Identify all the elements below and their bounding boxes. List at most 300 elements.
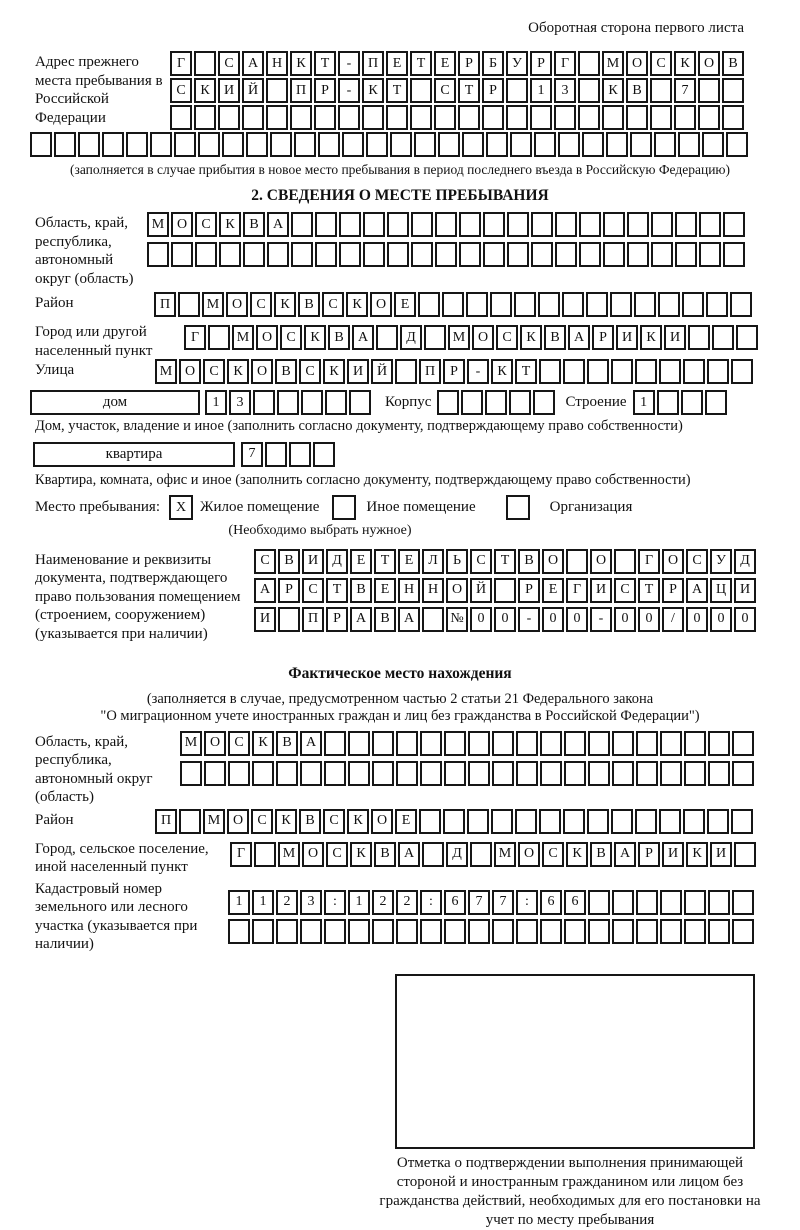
- char-box[interactable]: С: [299, 359, 321, 384]
- char-box[interactable]: К: [290, 51, 312, 76]
- char-box[interactable]: [482, 105, 504, 130]
- char-box[interactable]: П: [154, 292, 176, 317]
- char-box[interactable]: Д: [326, 549, 348, 574]
- char-box[interactable]: [411, 212, 433, 237]
- char-box[interactable]: [681, 390, 703, 415]
- char-box[interactable]: [314, 105, 336, 130]
- char-box[interactable]: [390, 132, 412, 157]
- char-box[interactable]: [324, 761, 346, 786]
- char-box[interactable]: [531, 242, 553, 267]
- char-box[interactable]: [363, 242, 385, 267]
- char-box[interactable]: [698, 78, 720, 103]
- char-box[interactable]: [678, 132, 700, 157]
- char-box[interactable]: [324, 919, 346, 944]
- char-box[interactable]: Р: [458, 51, 480, 76]
- char-box[interactable]: [657, 390, 679, 415]
- char-box[interactable]: [424, 325, 446, 350]
- char-box[interactable]: [422, 842, 444, 867]
- char-box[interactable]: К: [219, 212, 241, 237]
- char-box[interactable]: [587, 809, 609, 834]
- char-box[interactable]: [564, 761, 586, 786]
- char-box[interactable]: [658, 292, 680, 317]
- char-box[interactable]: И: [347, 359, 369, 384]
- char-box[interactable]: [540, 919, 562, 944]
- char-box[interactable]: [688, 325, 710, 350]
- char-box[interactable]: [422, 607, 444, 632]
- char-box[interactable]: :: [324, 890, 346, 915]
- char-box[interactable]: [626, 105, 648, 130]
- char-box[interactable]: [348, 731, 370, 756]
- char-box[interactable]: [483, 212, 505, 237]
- char-box[interactable]: Л: [422, 549, 444, 574]
- char-box[interactable]: [734, 842, 756, 867]
- char-box[interactable]: -: [590, 607, 612, 632]
- char-box[interactable]: О: [251, 359, 273, 384]
- char-box[interactable]: [682, 292, 704, 317]
- char-box[interactable]: [459, 212, 481, 237]
- char-box[interactable]: 0: [566, 607, 588, 632]
- char-box[interactable]: [372, 731, 394, 756]
- char-box[interactable]: [699, 212, 721, 237]
- char-box[interactable]: [582, 132, 604, 157]
- char-box[interactable]: [363, 212, 385, 237]
- char-box[interactable]: [533, 390, 555, 415]
- char-box[interactable]: :: [420, 890, 442, 915]
- char-box[interactable]: С: [614, 578, 636, 603]
- char-box[interactable]: Е: [386, 51, 408, 76]
- char-box[interactable]: [675, 242, 697, 267]
- char-box[interactable]: О: [256, 325, 278, 350]
- char-box[interactable]: [736, 325, 758, 350]
- char-box[interactable]: [396, 919, 418, 944]
- char-box[interactable]: [530, 105, 552, 130]
- char-box[interactable]: [516, 731, 538, 756]
- char-box[interactable]: [612, 731, 634, 756]
- char-box[interactable]: А: [300, 731, 322, 756]
- char-box[interactable]: [732, 890, 754, 915]
- char-box[interactable]: [515, 809, 537, 834]
- char-box[interactable]: С: [218, 51, 240, 76]
- char-box[interactable]: Н: [398, 578, 420, 603]
- char-box[interactable]: 1: [530, 78, 552, 103]
- char-box[interactable]: [588, 919, 610, 944]
- char-box[interactable]: В: [544, 325, 566, 350]
- char-box[interactable]: В: [374, 842, 396, 867]
- char-box[interactable]: [612, 761, 634, 786]
- char-box[interactable]: А: [398, 607, 420, 632]
- char-box[interactable]: Т: [515, 359, 537, 384]
- char-box[interactable]: 0: [638, 607, 660, 632]
- char-box[interactable]: [444, 919, 466, 944]
- char-box[interactable]: [418, 292, 440, 317]
- char-box[interactable]: [579, 242, 601, 267]
- char-box[interactable]: А: [242, 51, 264, 76]
- char-box[interactable]: [635, 359, 657, 384]
- char-box[interactable]: И: [734, 578, 756, 603]
- char-box[interactable]: С: [470, 549, 492, 574]
- char-box[interactable]: [702, 132, 724, 157]
- char-box[interactable]: [277, 390, 299, 415]
- char-box[interactable]: Р: [518, 578, 540, 603]
- char-box[interactable]: Р: [326, 607, 348, 632]
- char-box[interactable]: [348, 919, 370, 944]
- char-box[interactable]: В: [328, 325, 350, 350]
- char-box[interactable]: [339, 212, 361, 237]
- char-box[interactable]: -: [338, 51, 360, 76]
- char-box[interactable]: [636, 919, 658, 944]
- char-box[interactable]: [602, 105, 624, 130]
- char-box[interactable]: [540, 731, 562, 756]
- char-box[interactable]: О: [518, 842, 540, 867]
- char-box[interactable]: [411, 242, 433, 267]
- char-box[interactable]: Д: [400, 325, 422, 350]
- char-box[interactable]: [410, 105, 432, 130]
- char-box[interactable]: [712, 325, 734, 350]
- char-box[interactable]: М: [147, 212, 169, 237]
- char-box[interactable]: [651, 242, 673, 267]
- char-box[interactable]: С: [251, 809, 273, 834]
- char-box[interactable]: В: [722, 51, 744, 76]
- char-box[interactable]: -: [518, 607, 540, 632]
- char-box[interactable]: [699, 242, 721, 267]
- checkbox-inoe[interactable]: [332, 495, 356, 520]
- char-box[interactable]: [516, 919, 538, 944]
- char-box[interactable]: -: [467, 359, 489, 384]
- char-box[interactable]: [538, 292, 560, 317]
- char-box[interactable]: [684, 919, 706, 944]
- char-box[interactable]: С: [434, 78, 456, 103]
- char-box[interactable]: И: [710, 842, 732, 867]
- char-box[interactable]: Г: [230, 842, 252, 867]
- char-box[interactable]: [395, 359, 417, 384]
- char-box[interactable]: [222, 132, 244, 157]
- char-box[interactable]: 0: [470, 607, 492, 632]
- char-box[interactable]: Р: [278, 578, 300, 603]
- char-box[interactable]: [509, 390, 531, 415]
- char-box[interactable]: [708, 731, 730, 756]
- char-box[interactable]: К: [602, 78, 624, 103]
- char-box[interactable]: С: [323, 809, 345, 834]
- char-box[interactable]: 1: [205, 390, 227, 415]
- char-box[interactable]: [265, 442, 287, 467]
- char-box[interactable]: А: [352, 325, 374, 350]
- char-box[interactable]: [318, 132, 340, 157]
- char-box[interactable]: [246, 132, 268, 157]
- char-box[interactable]: В: [298, 292, 320, 317]
- char-box[interactable]: [300, 919, 322, 944]
- char-box[interactable]: [723, 212, 745, 237]
- char-box[interactable]: [606, 132, 628, 157]
- char-box[interactable]: К: [350, 842, 372, 867]
- char-box[interactable]: М: [232, 325, 254, 350]
- char-box[interactable]: И: [662, 842, 684, 867]
- char-box[interactable]: [362, 105, 384, 130]
- char-box[interactable]: К: [323, 359, 345, 384]
- char-box[interactable]: [514, 292, 536, 317]
- char-box[interactable]: С: [170, 78, 192, 103]
- kvartira-field[interactable]: квартира: [33, 442, 235, 467]
- char-box[interactable]: [587, 359, 609, 384]
- char-box[interactable]: Й: [371, 359, 393, 384]
- char-box[interactable]: [563, 359, 585, 384]
- char-box[interactable]: [614, 549, 636, 574]
- char-box[interactable]: 7: [674, 78, 696, 103]
- char-box[interactable]: О: [446, 578, 468, 603]
- char-box[interactable]: С: [195, 212, 217, 237]
- char-box[interactable]: [722, 105, 744, 130]
- char-box[interactable]: [730, 292, 752, 317]
- char-box[interactable]: [707, 359, 729, 384]
- char-box[interactable]: [634, 292, 656, 317]
- char-box[interactable]: 0: [494, 607, 516, 632]
- char-box[interactable]: [372, 919, 394, 944]
- char-box[interactable]: С: [686, 549, 708, 574]
- char-box[interactable]: [366, 132, 388, 157]
- char-box[interactable]: Й: [470, 578, 492, 603]
- char-box[interactable]: [194, 51, 216, 76]
- char-box[interactable]: 0: [710, 607, 732, 632]
- char-box[interactable]: [483, 242, 505, 267]
- char-box[interactable]: Ц: [710, 578, 732, 603]
- char-box[interactable]: [539, 359, 561, 384]
- char-box[interactable]: [458, 105, 480, 130]
- char-box[interactable]: [218, 105, 240, 130]
- char-box[interactable]: Е: [395, 809, 417, 834]
- char-box[interactable]: [219, 242, 241, 267]
- char-box[interactable]: [278, 607, 300, 632]
- char-box[interactable]: Е: [350, 549, 372, 574]
- char-box[interactable]: [698, 105, 720, 130]
- char-box[interactable]: [102, 132, 124, 157]
- char-box[interactable]: К: [520, 325, 542, 350]
- char-box[interactable]: [30, 132, 52, 157]
- char-box[interactable]: [555, 242, 577, 267]
- char-box[interactable]: [291, 212, 313, 237]
- char-box[interactable]: В: [276, 731, 298, 756]
- char-box[interactable]: [636, 731, 658, 756]
- char-box[interactable]: [610, 292, 632, 317]
- char-box[interactable]: О: [226, 292, 248, 317]
- char-box[interactable]: Н: [266, 51, 288, 76]
- char-box[interactable]: К: [686, 842, 708, 867]
- char-box[interactable]: [731, 809, 753, 834]
- char-box[interactable]: Ь: [446, 549, 468, 574]
- char-box[interactable]: [492, 761, 514, 786]
- char-box[interactable]: [444, 761, 466, 786]
- char-box[interactable]: [588, 890, 610, 915]
- char-box[interactable]: П: [155, 809, 177, 834]
- char-box[interactable]: Р: [662, 578, 684, 603]
- char-box[interactable]: [494, 578, 516, 603]
- char-box[interactable]: [414, 132, 436, 157]
- char-box[interactable]: В: [590, 842, 612, 867]
- char-box[interactable]: [468, 731, 490, 756]
- char-box[interactable]: [444, 731, 466, 756]
- char-box[interactable]: [539, 809, 561, 834]
- char-box[interactable]: О: [227, 809, 249, 834]
- char-box[interactable]: О: [626, 51, 648, 76]
- checkbox-zhiloe[interactable]: X: [169, 495, 193, 520]
- char-box[interactable]: 6: [540, 890, 562, 915]
- char-box[interactable]: [171, 242, 193, 267]
- char-box[interactable]: [396, 731, 418, 756]
- char-box[interactable]: [659, 809, 681, 834]
- char-box[interactable]: [466, 292, 488, 317]
- char-box[interactable]: В: [374, 607, 396, 632]
- char-box[interactable]: [150, 132, 172, 157]
- char-box[interactable]: [208, 325, 230, 350]
- char-box[interactable]: С: [322, 292, 344, 317]
- char-box[interactable]: [78, 132, 100, 157]
- char-box[interactable]: [627, 212, 649, 237]
- char-box[interactable]: Т: [386, 78, 408, 103]
- char-box[interactable]: С: [496, 325, 518, 350]
- char-box[interactable]: Р: [443, 359, 465, 384]
- char-box[interactable]: [437, 390, 459, 415]
- char-box[interactable]: 3: [229, 390, 251, 415]
- char-box[interactable]: О: [371, 809, 393, 834]
- char-box[interactable]: [386, 105, 408, 130]
- char-box[interactable]: Т: [638, 578, 660, 603]
- char-box[interactable]: [485, 390, 507, 415]
- char-box[interactable]: О: [171, 212, 193, 237]
- char-box[interactable]: [726, 132, 748, 157]
- char-box[interactable]: [228, 761, 250, 786]
- char-box[interactable]: [338, 105, 360, 130]
- char-box[interactable]: [683, 809, 705, 834]
- char-box[interactable]: В: [278, 549, 300, 574]
- char-box[interactable]: [651, 212, 673, 237]
- char-box[interactable]: [636, 890, 658, 915]
- char-box[interactable]: [195, 242, 217, 267]
- char-box[interactable]: [579, 212, 601, 237]
- char-box[interactable]: Е: [394, 292, 416, 317]
- char-box[interactable]: Р: [592, 325, 614, 350]
- char-box[interactable]: Д: [734, 549, 756, 574]
- char-box[interactable]: [324, 731, 346, 756]
- char-box[interactable]: [349, 390, 371, 415]
- char-box[interactable]: [603, 212, 625, 237]
- char-box[interactable]: [510, 132, 532, 157]
- char-box[interactable]: О: [662, 549, 684, 574]
- char-box[interactable]: [419, 809, 441, 834]
- checkbox-org[interactable]: [506, 495, 530, 520]
- char-box[interactable]: М: [494, 842, 516, 867]
- char-box[interactable]: [705, 390, 727, 415]
- char-box[interactable]: [630, 132, 652, 157]
- char-box[interactable]: М: [448, 325, 470, 350]
- char-box[interactable]: [660, 761, 682, 786]
- char-box[interactable]: [564, 731, 586, 756]
- char-box[interactable]: [490, 292, 512, 317]
- char-box[interactable]: [442, 292, 464, 317]
- char-box[interactable]: [462, 132, 484, 157]
- char-box[interactable]: [179, 809, 201, 834]
- char-box[interactable]: П: [302, 607, 324, 632]
- char-box[interactable]: [554, 105, 576, 130]
- char-box[interactable]: [603, 242, 625, 267]
- char-box[interactable]: 1: [633, 390, 655, 415]
- char-box[interactable]: О: [204, 731, 226, 756]
- char-box[interactable]: 6: [444, 890, 466, 915]
- char-box[interactable]: М: [180, 731, 202, 756]
- char-box[interactable]: 2: [276, 890, 298, 915]
- char-box[interactable]: А: [254, 578, 276, 603]
- char-box[interactable]: [243, 242, 265, 267]
- char-box[interactable]: [276, 761, 298, 786]
- char-box[interactable]: [459, 242, 481, 267]
- char-box[interactable]: [198, 132, 220, 157]
- char-box[interactable]: [731, 359, 753, 384]
- char-box[interactable]: Т: [326, 578, 348, 603]
- char-box[interactable]: [170, 105, 192, 130]
- char-box[interactable]: С: [228, 731, 250, 756]
- char-box[interactable]: К: [674, 51, 696, 76]
- char-box[interactable]: [387, 242, 409, 267]
- char-box[interactable]: [578, 51, 600, 76]
- char-box[interactable]: [564, 919, 586, 944]
- char-box[interactable]: [174, 132, 196, 157]
- char-box[interactable]: Т: [374, 549, 396, 574]
- dom-field[interactable]: дом: [30, 390, 200, 415]
- char-box[interactable]: П: [419, 359, 441, 384]
- char-box[interactable]: Р: [638, 842, 660, 867]
- char-box[interactable]: Е: [542, 578, 564, 603]
- char-box[interactable]: [516, 761, 538, 786]
- char-box[interactable]: С: [302, 578, 324, 603]
- char-box[interactable]: [387, 212, 409, 237]
- char-box[interactable]: Т: [314, 51, 336, 76]
- char-box[interactable]: [289, 442, 311, 467]
- char-box[interactable]: [732, 731, 754, 756]
- char-box[interactable]: Р: [314, 78, 336, 103]
- char-box[interactable]: К: [227, 359, 249, 384]
- char-box[interactable]: К: [274, 292, 296, 317]
- char-box[interactable]: [708, 761, 730, 786]
- char-box[interactable]: [470, 842, 492, 867]
- char-box[interactable]: [566, 549, 588, 574]
- char-box[interactable]: В: [275, 359, 297, 384]
- char-box[interactable]: [586, 292, 608, 317]
- char-box[interactable]: К: [491, 359, 513, 384]
- char-box[interactable]: 0: [734, 607, 756, 632]
- char-box[interactable]: [438, 132, 460, 157]
- char-box[interactable]: [708, 919, 730, 944]
- char-box[interactable]: М: [602, 51, 624, 76]
- char-box[interactable]: [372, 761, 394, 786]
- char-box[interactable]: [204, 761, 226, 786]
- char-box[interactable]: [708, 890, 730, 915]
- char-box[interactable]: [654, 132, 676, 157]
- char-box[interactable]: [611, 809, 633, 834]
- char-box[interactable]: С: [254, 549, 276, 574]
- char-box[interactable]: О: [302, 842, 324, 867]
- char-box[interactable]: [492, 919, 514, 944]
- char-box[interactable]: К: [640, 325, 662, 350]
- char-box[interactable]: [294, 132, 316, 157]
- char-box[interactable]: А: [568, 325, 590, 350]
- char-box[interactable]: О: [542, 549, 564, 574]
- char-box[interactable]: [562, 292, 584, 317]
- char-box[interactable]: Е: [434, 51, 456, 76]
- char-box[interactable]: [491, 809, 513, 834]
- char-box[interactable]: [534, 132, 556, 157]
- char-box[interactable]: [578, 78, 600, 103]
- char-box[interactable]: 1: [228, 890, 250, 915]
- char-box[interactable]: Т: [494, 549, 516, 574]
- char-box[interactable]: В: [299, 809, 321, 834]
- char-box[interactable]: Р: [530, 51, 552, 76]
